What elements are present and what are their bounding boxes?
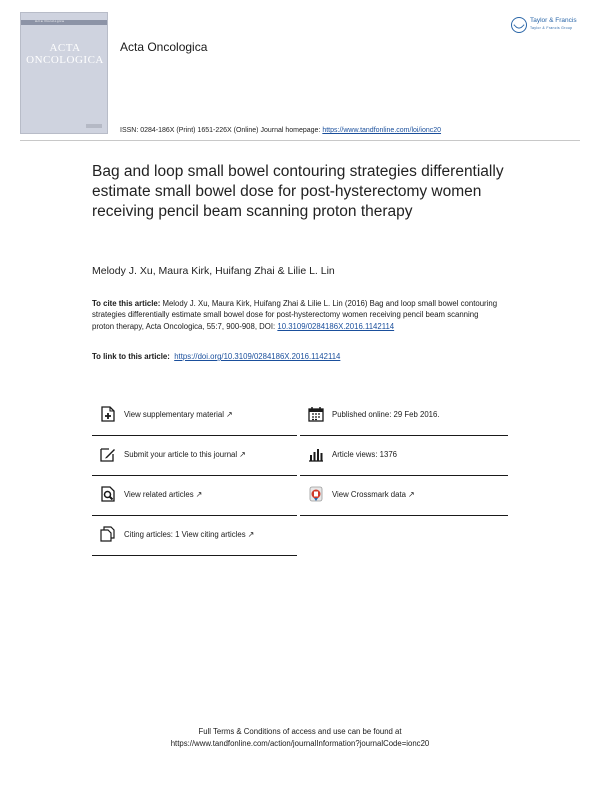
cite-label: To cite this article: [92, 299, 161, 308]
footer [0, 726, 600, 750]
journal-homepage-link[interactable]: https://www.tandfonline.com/loi/ionc20 [322, 127, 442, 134]
footer-terms-text: Full Terms & Conditions of access and use can be found at [198, 727, 402, 736]
article-authors: Melody J. Xu, Maura Kirk, Huifang Zhai & Lilie L. Lin [92, 265, 335, 277]
external-link-icon: ↗ [407, 490, 415, 499]
article-views-label: Article views: 1376 [332, 450, 398, 459]
article-title: Bag and loop small bowel contouring strategies differentially estimate small bowel dose for post-hysterectomy women receiving pencil beam scanning proton therapy [92, 163, 504, 220]
publisher-logo-icon [511, 17, 527, 33]
header-divider [20, 140, 580, 141]
cover-band [21, 20, 107, 25]
view-crossmark-label: View Crossmark data [332, 490, 406, 499]
calendar-icon [308, 406, 324, 422]
external-link-icon: ↗ [239, 450, 246, 459]
article-views [300, 436, 508, 476]
citation [92, 298, 502, 332]
journal-title[interactable]: Acta Oncologica [120, 40, 208, 54]
view-related-label: View related articles [124, 490, 194, 499]
submit-article-button[interactable] [92, 436, 297, 476]
cite-text: Melody J. Xu, Maura Kirk, Huifang Zhai & Lilie L. Lin (2016) Bag and loop small bowel contouring strategies differentially estimate small bowel dose for post-hysterectomy women receiving pencil beam scanning proton therapy, Acta Oncologica, 55:7, 900-908, DOI: [92, 299, 498, 331]
published-online-label: Published online: 29 Feb 2016. [332, 410, 440, 419]
external-link-icon: ↗ [247, 530, 255, 539]
cover-band-text: Acta Oncologica [35, 19, 65, 23]
citing-articles-button[interactable] [92, 516, 297, 556]
issn-line [120, 127, 441, 134]
cover-title-line-2: ONCOLOGICA [26, 54, 104, 66]
edit-icon [100, 446, 116, 462]
issn-text: ISSN: 0284-186X (Print) 1651-226X (Online) Journal homepage: [120, 127, 323, 134]
citing-articles-label: Citing articles: 1 View citing articles [124, 530, 246, 539]
external-link-icon: ↗ [225, 410, 233, 419]
cover-title-line-1: ACTA [49, 42, 81, 54]
search-doc-icon [100, 486, 116, 502]
view-related-button[interactable] [92, 476, 297, 516]
article-link-line [92, 352, 340, 361]
article-url-link[interactable]: https://doi.org/10.3109/0284186X.2016.1142114 [174, 352, 341, 361]
view-supplementary-label: View supplementary material [124, 410, 224, 419]
published-online [300, 396, 508, 436]
doi-link[interactable]: 10.3109/0284186X.2016.1142114 [277, 321, 395, 331]
submit-article-label: Submit your article to this journal [124, 450, 238, 459]
publisher-logo[interactable] [511, 15, 587, 37]
publisher-tagline: Taylor & Francis Group [530, 26, 573, 30]
journal-cover [20, 12, 108, 134]
footer-terms-link[interactable]: https://www.tandfonline.com/action/journalInformation?journalCode=ionc20 [170, 739, 430, 748]
citing-icon [100, 526, 116, 542]
link-label: To link to this article: [92, 352, 170, 361]
bar-chart-icon [308, 446, 324, 462]
external-link-icon: ↗ [195, 490, 203, 499]
view-crossmark-button[interactable] [300, 476, 508, 516]
publisher-name: Taylor & Francis [530, 17, 577, 24]
view-supplementary-button[interactable] [92, 396, 297, 436]
cover-publisher-mark [86, 124, 102, 128]
crossmark-icon [308, 486, 324, 502]
supplementary-icon [100, 406, 116, 422]
